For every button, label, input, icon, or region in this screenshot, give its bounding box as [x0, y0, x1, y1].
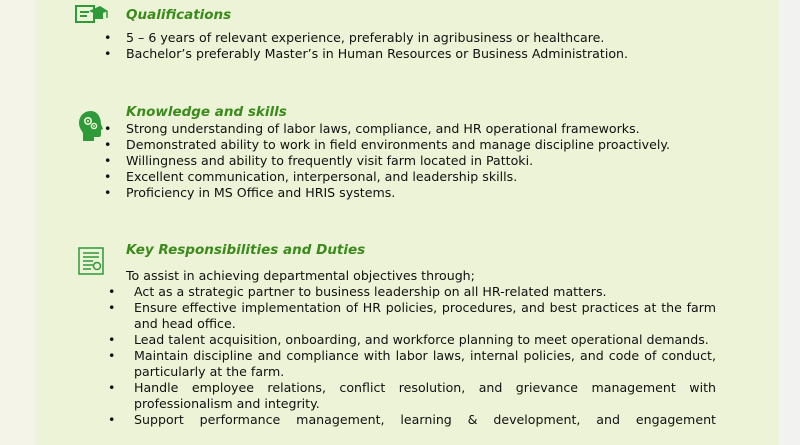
list-item: • 5 – 6 years of relevant experience, preferably in agribusiness or healthcare.: [104, 30, 628, 46]
list-item: • Lead talent acquisition, onboarding, and workforce planning to meet operational demands.: [108, 332, 716, 348]
list-item: • Excellent communication, interpersonal, and leadership skills.: [104, 169, 670, 185]
knowledge-heading: Knowledge and skills: [126, 104, 287, 120]
list-item: • Act as a strategic partner to business leadership on all HR-related matters.: [108, 284, 716, 300]
page-margin: [779, 0, 800, 445]
list-item: • Strong understanding of labor laws, compliance, and HR operational frameworks.: [104, 121, 670, 137]
responsibilities-list: [108, 284, 716, 428]
qualifications-heading: Qualifications: [126, 7, 232, 23]
head-gears-icon: [78, 110, 104, 142]
graduation-cap-icon: [74, 3, 108, 27]
list-item: • Maintain discipline and compliance with labor laws, internal policies, and code of conduct, particularly at the farm.: [108, 348, 716, 380]
list-item: • Demonstrated ability to work in field environments and manage discipline proactively.: [104, 137, 670, 153]
responsibilities-heading: Key Responsibilities and Duties: [126, 242, 366, 258]
qualifications-list: [104, 30, 628, 62]
list-item: • Handle employee relations, conflict resolution, and grievance management with professionalism and integrity.: [108, 380, 716, 412]
list-item: • Proficiency in MS Office and HRIS systems.: [104, 185, 670, 201]
list-item: • Support performance management, learning & development, and engagement: [108, 412, 716, 428]
document-list-icon: [78, 247, 104, 275]
knowledge-list: [104, 121, 670, 201]
list-item: • Willingness and ability to frequently visit farm located in Pattoki.: [104, 153, 670, 169]
list-item: • Ensure effective implementation of HR policies, procedures, and best practices at the farm and head office.: [108, 300, 716, 332]
responsibilities-intro: To assist in achieving departmental objectives through;: [126, 268, 475, 283]
list-item: • Bachelor’s preferably Master’s in Human Resources or Business Administration.: [104, 46, 628, 62]
